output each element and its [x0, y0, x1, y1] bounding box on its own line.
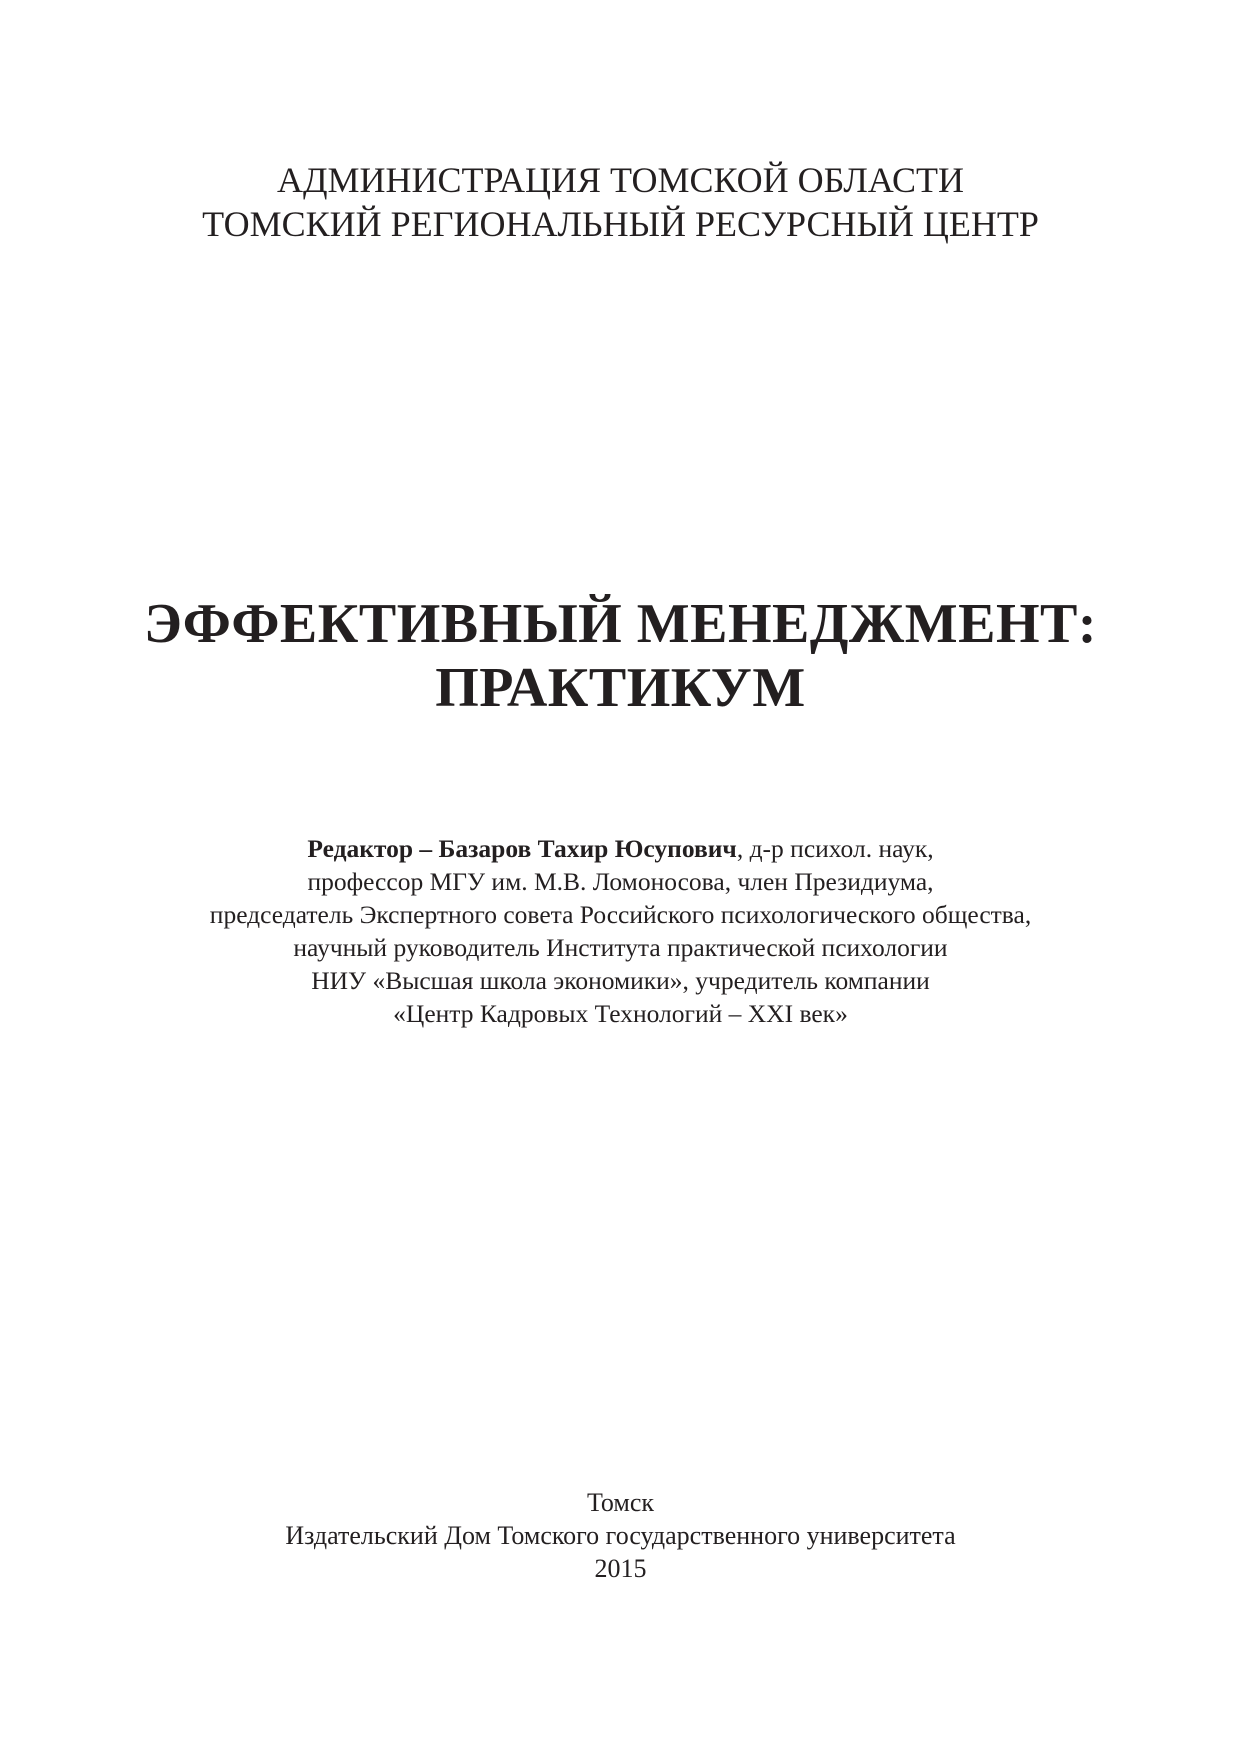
editor-line-hse: НИУ «Высшая школа экономики», учредитель компании	[311, 966, 930, 995]
org-line-administration: АДМИНИСТРАЦИЯ ТОМСКОЙ ОБЛАСТИ	[276, 160, 965, 200]
organization-header	[0, 158, 1241, 246]
imprint-publisher: Издательский Дом Томского государственного университета	[285, 1521, 956, 1550]
editor-line-supervisor: научный руководитель Института практической психологии	[293, 933, 948, 962]
book-title	[0, 592, 1241, 720]
editor-degree: , д-р психол. наук,	[736, 834, 934, 863]
imprint-year: 2015	[594, 1554, 647, 1583]
editor-line-professor: профессор МГУ им. М.В. Ломоносова, член Президиума,	[307, 867, 934, 896]
editor-line-chairman: председатель Экспертного совета Российского психологического общества,	[209, 900, 1032, 929]
imprint-city: Томск	[586, 1488, 655, 1517]
org-line-resource-center: ТОМСКИЙ РЕГИОНАЛЬНЫЙ РЕСУРСНЫЙ ЦЕНТР	[202, 204, 1039, 244]
editor-info	[0, 832, 1241, 1030]
title-line-main: ЭФФЕКТИВНЫЙ МЕНЕДЖМЕНТ:	[143, 593, 1098, 655]
editor-name: Редактор – Базаров Тахир Юсупович	[307, 834, 737, 863]
editor-line-name	[0, 832, 1241, 865]
editor-line-company: «Центр Кадровых Технологий – XXI век»	[393, 999, 848, 1028]
title-line-sub: ПРАКТИКУМ	[435, 657, 806, 719]
publisher-imprint	[0, 1486, 1241, 1585]
